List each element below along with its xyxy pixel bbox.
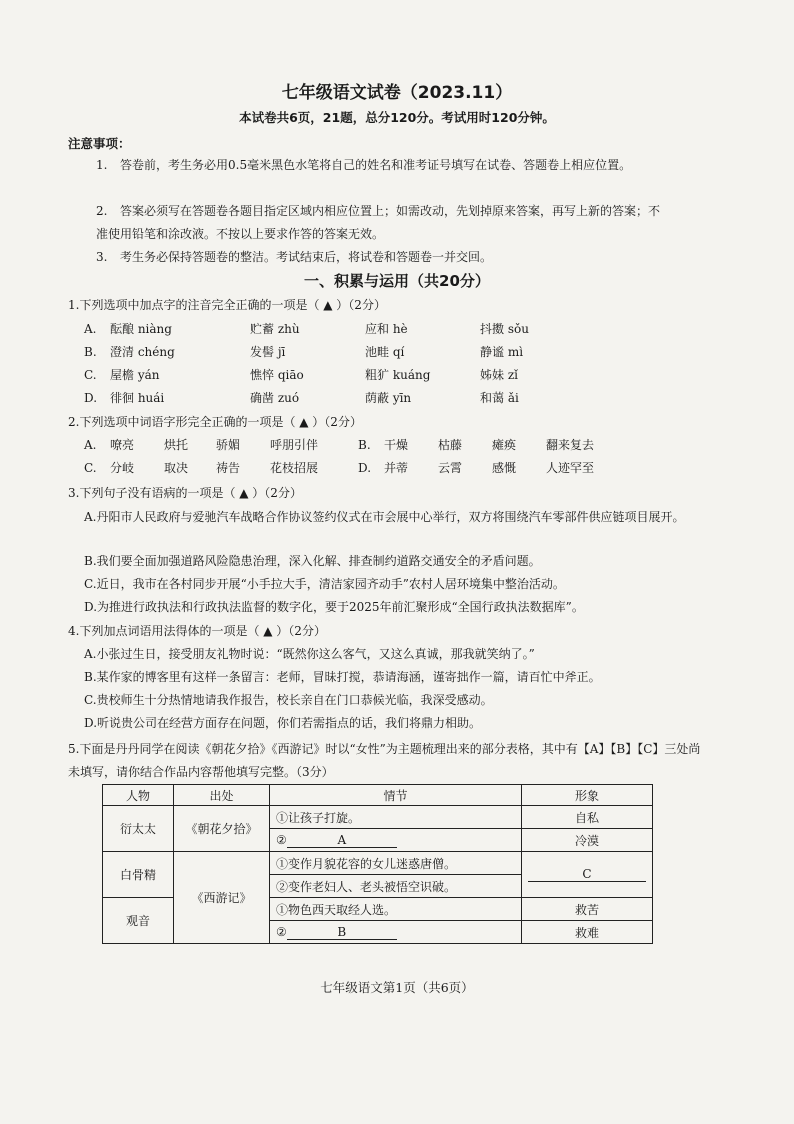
table-cell: ②变作老妇人、老头被悟空识破。: [270, 875, 522, 898]
table-cell: ①变作月貌花容的女儿迷惑唐僧。: [270, 852, 522, 875]
exam-title: 七年级语文试卷（2023.11）: [281, 83, 513, 103]
q4-option-c: C.贵校师生十分热情地请我作报告，校长亲自在门口恭候光临，我深受感动。: [84, 693, 493, 707]
table-cell: ② A: [270, 829, 522, 852]
q1-option-b: B. 澄清 chéng 发髻 jī 池畦 qí 静谧 mì: [84, 345, 524, 359]
q1-option-d: D. 徘徊 huái 确凿 zuó 荫蔽 yīn 和蔼 ǎi: [84, 391, 519, 405]
q2-option-row-2: C. 分岐 取决 祷告 花枝招展 D. 并蒂 云霄 感慨 人迹罕至: [84, 461, 595, 475]
table-header: 人物: [103, 785, 174, 806]
table-cell: 衍太太: [103, 806, 174, 852]
q3-option-a: A.丹阳市人民政府与爱驰汽车战略合作协议签约仪式在市会展中心举行，双方将围绕汽车零部件供应链项目展开。: [84, 510, 685, 524]
answer-blank-c[interactable]: C: [528, 867, 646, 882]
table-row: [103, 806, 653, 829]
q3-option-b: B.我们要全面加强道路风险隐患治理，深入化解、排查制约道路交通安全的矛盾问题。: [84, 554, 541, 568]
q3-option-c: C.近日，我市在各村同步开展“小手拉大手，清洁家园齐动手”农村人居环境集中整治活动。: [84, 577, 565, 591]
table-cell: 救苦: [521, 898, 652, 921]
notes-title: 注意事项：: [68, 136, 131, 151]
table-header: 形象: [521, 785, 652, 806]
answer-blank-b[interactable]: B: [287, 925, 397, 940]
q4-option-a: A.小张过生日，接受朋友礼物时说：“既然你这么客气，又这么真诚，那我就笑纳了。”: [84, 647, 535, 661]
note-item: 2. 答案必须写在答题卷各题目指定区域内相应位置上；如需改动，先划掉原来答案，再写上新的答案；不准使用铅笔和涂改液。不按以上要求作答的答案无效。: [96, 204, 661, 241]
table-cell: [521, 852, 652, 898]
note-item: 1. 答卷前，考生务必用0.5毫米黑色水笔将自己的姓名和准考证号填写在试卷、答题卷上相应位置。: [96, 158, 632, 172]
table-cell: 救难: [521, 921, 652, 944]
table-header-row: [103, 785, 653, 806]
exam-subtitle: 本试卷共6页，21题，总分120分。考试用时120分钟。: [239, 110, 555, 125]
table-cell: ①让孩子打旋。: [270, 806, 522, 829]
table-row: [103, 852, 653, 875]
table-cell: ①物色西天取经人选。: [270, 898, 522, 921]
table-header: 情节: [270, 785, 522, 806]
q4-option-b: B.某作家的博客里有这样一条留言：老师，冒昧打搅，恭请海涵，谨寄拙作一篇，请百忙中斧正。: [84, 670, 601, 684]
q2-option-row-1: A. 嘹亮 烘托 骄媚 呼朋引伴 B. 干燥 枯藤 瘫痪 翻来复去: [84, 438, 595, 452]
table-cell: 《朝花夕拾》: [174, 806, 270, 852]
question-5-stem: 5.下面是丹丹同学在阅读《朝花夕拾》《西游记》时以“女性”为主题梳理出来的部分表格，其中有【A】【B】【C】三处尚未填写，请你结合作品内容帮他填写完整。（3分）: [68, 742, 701, 779]
table-cell: 《西游记》: [174, 852, 270, 944]
q1-option-c: C. 屋檐 yán 憔悴 qiāo 粗犷 kuáng 姊妹 zǐ: [84, 368, 518, 382]
table-header: 出处: [174, 785, 270, 806]
q4-option-d: D.听说贵公司在经营方面存在问题，你们若需指点的话，我们将鼎力相助。: [84, 716, 482, 730]
table-cell: 冷漠: [521, 829, 652, 852]
note-item: 3. 考生务必保持答题卷的整洁。考试结束后，将试卷和答题卷一并交回。: [96, 250, 493, 264]
answer-blank-a[interactable]: A: [287, 833, 397, 848]
question-4-stem: 4.下列加点词语用法得体的一项是（ ▲ ）（2分）: [68, 624, 326, 638]
q3-option-d: D.为推进行政执法和行政执法监督的数字化，要于2025年前汇聚形成“全国行政执法数据库”。: [84, 600, 584, 614]
table-cell: 观音: [103, 898, 174, 944]
q1-option-a: A. 酝酿 niàng 贮蓄 zhù 应和 hè 抖擞 sǒu: [84, 322, 529, 336]
section-title: 一、积累与运用（共20分）: [304, 272, 490, 290]
table-cell: 自私: [521, 806, 652, 829]
page-footer: 七年级语文第1页（共6页）: [320, 980, 474, 995]
table-cell: 白骨精: [103, 852, 174, 898]
question-3-stem: 3.下列句子没有语病的一项是（ ▲ ）（2分）: [68, 486, 302, 500]
table-cell: ② B: [270, 921, 522, 944]
question-1-stem: 1.下列选项中加点字的注音完全正确的一项是（ ▲ ）（2分）: [68, 298, 386, 312]
q5-table: [102, 784, 653, 944]
question-2-stem: 2.下列选项中词语字形完全正确的一项是（ ▲ ）（2分）: [68, 415, 362, 429]
